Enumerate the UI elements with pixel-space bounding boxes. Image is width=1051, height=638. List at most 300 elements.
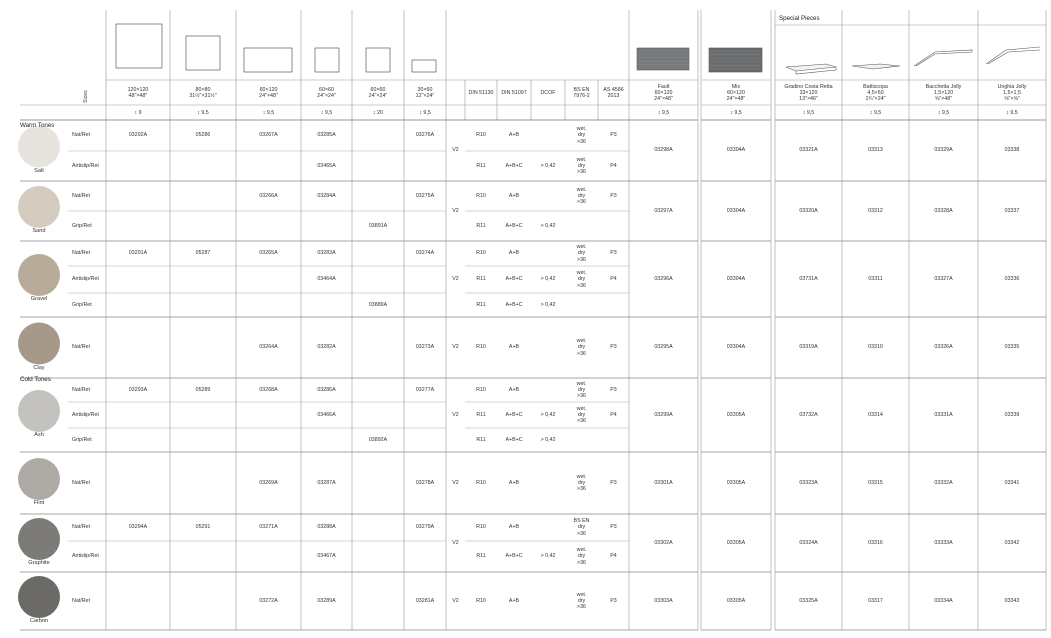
dcof-value-line: > 0,42 bbox=[540, 436, 556, 443]
as-4586-value bbox=[598, 598, 629, 604]
dcof-value-line: > 0,42 bbox=[540, 162, 556, 169]
fault-code bbox=[629, 147, 698, 153]
bs-en-value-line: dry bbox=[577, 192, 586, 199]
product-code-line: 03266A bbox=[259, 192, 278, 199]
din-51097-line: A+B bbox=[508, 192, 520, 199]
din-51130 bbox=[465, 524, 497, 530]
unghia-drawing bbox=[986, 47, 1040, 64]
bs-en-value-line: dry bbox=[577, 524, 586, 531]
mix-code bbox=[701, 147, 771, 153]
product-code-line: 03892A bbox=[368, 436, 388, 443]
bs-en-value-line: dry bbox=[577, 250, 586, 257]
din-51097 bbox=[497, 344, 531, 350]
bs-en-value-line: dry bbox=[577, 553, 586, 560]
col-header-cmix-line: Mix bbox=[731, 83, 741, 90]
din-51130-line: R10 bbox=[476, 524, 486, 531]
dcof-value-line: > 0,42 bbox=[540, 222, 556, 229]
bacchetta-code-line: 03328A bbox=[934, 207, 953, 214]
bs-en-value-line: wet. bbox=[576, 126, 587, 133]
col-header-c120-line: 48"×48" bbox=[128, 92, 148, 99]
din-51130-line: R10 bbox=[476, 344, 486, 351]
product-code-line: 03278A bbox=[415, 479, 435, 486]
bacchetta-code bbox=[909, 344, 978, 350]
unghia-code bbox=[978, 208, 1046, 214]
color-swatch-graphite bbox=[18, 518, 60, 560]
dcof-value bbox=[531, 437, 565, 443]
bs-en-value-line: >36 bbox=[577, 169, 586, 176]
battiscopa-code-line: 03316 bbox=[868, 539, 883, 546]
din-51130-line: R10 bbox=[476, 192, 486, 199]
product-code-line: 03268A bbox=[259, 386, 278, 393]
fault-code-line: 03303A bbox=[654, 597, 673, 604]
product-code bbox=[404, 387, 446, 393]
gradino-code-line: 03319A bbox=[799, 344, 818, 351]
din-51097-line: A+B+C bbox=[505, 222, 523, 229]
thickness-c3060 bbox=[404, 110, 446, 116]
as-4586-value bbox=[598, 412, 629, 418]
product-code bbox=[170, 132, 236, 138]
thickness-cbatt-line: ↕ 9,5 bbox=[869, 109, 882, 116]
bs-en-value-line: BS EN bbox=[573, 518, 590, 525]
dcof-value-line: > 0,42 bbox=[540, 301, 556, 308]
product-code-line: 03889A bbox=[368, 301, 388, 308]
finish-label-line: Antislip/Ret bbox=[72, 276, 99, 283]
col-header-cbacc-line: ⅝"×48" bbox=[934, 96, 953, 103]
finish-label bbox=[72, 250, 106, 256]
col-header-cbs-line: 7976-2 bbox=[573, 92, 590, 99]
din-51097 bbox=[497, 276, 531, 282]
dcof-value-line: > 0,42 bbox=[540, 276, 556, 283]
bs-en-value-line: wet. bbox=[576, 338, 587, 345]
product-code bbox=[301, 387, 352, 393]
thickness-c120-line: ↕ 9 bbox=[134, 109, 142, 116]
gradino-code bbox=[775, 344, 842, 350]
bs-en-value-line: wet. bbox=[576, 156, 587, 163]
fault-code-line: 03301A bbox=[654, 479, 673, 486]
bs-en-value-line: >36 bbox=[577, 486, 586, 493]
product-code-line: 05291 bbox=[195, 524, 211, 531]
product-code-line: 03294A bbox=[128, 524, 148, 531]
battiscopa-code bbox=[842, 540, 909, 546]
bs-en-value-line: wet. bbox=[576, 405, 587, 412]
mix-code bbox=[701, 412, 771, 418]
bacchetta-code-line: 03334A bbox=[934, 597, 953, 604]
cold-tones-label: Cold Tones bbox=[20, 376, 51, 383]
product-code bbox=[236, 480, 301, 486]
din-51097-line: A+B bbox=[508, 132, 520, 139]
bacchetta-code bbox=[909, 147, 978, 153]
mix-code-line: 03304A bbox=[726, 207, 746, 214]
col-header-cmix-line: 60×120 bbox=[727, 89, 745, 96]
finish-label bbox=[72, 437, 106, 443]
tile-60x60 bbox=[315, 48, 339, 72]
unghia-code bbox=[978, 412, 1046, 418]
product-code bbox=[236, 250, 301, 256]
unghia-code bbox=[978, 480, 1046, 486]
bs-en-value-line: dry bbox=[577, 132, 586, 139]
thickness-cungh-line: ↕ 9,5 bbox=[1006, 109, 1018, 116]
product-code bbox=[236, 387, 301, 393]
thickness-cungh bbox=[978, 110, 1046, 116]
col-header-cbatt bbox=[842, 84, 909, 102]
col-header-cungh-line: 1,5×1,5 bbox=[1003, 89, 1021, 96]
as-4586-value bbox=[598, 163, 629, 169]
col-header-c60120-line: 24"×48" bbox=[259, 92, 278, 99]
tile-60x60-20mm bbox=[366, 48, 390, 72]
as-4586-value-line: P3 bbox=[610, 524, 617, 531]
color-swatch-flint bbox=[18, 458, 60, 500]
dcof-value-line: > 0,42 bbox=[540, 553, 556, 560]
din-51097-line: A+B+C bbox=[505, 553, 523, 560]
product-code bbox=[301, 524, 352, 530]
unghia-code bbox=[978, 147, 1046, 153]
as-4586-value-line: P3 bbox=[610, 597, 617, 604]
din-51097 bbox=[497, 163, 531, 169]
color-swatch-ash bbox=[18, 390, 60, 432]
product-code-line: 03275A bbox=[415, 192, 435, 199]
din-51130-line: R11 bbox=[476, 222, 486, 229]
col-header-cas-line: 2013 bbox=[607, 92, 620, 99]
as-4586-value bbox=[598, 344, 629, 350]
din-51130 bbox=[465, 250, 497, 256]
v-rating bbox=[446, 147, 465, 153]
bs-en-value bbox=[565, 474, 598, 492]
finish-label-line: Grip/Ret bbox=[72, 436, 92, 443]
col-header-c6060b bbox=[352, 87, 404, 99]
product-code-line: 03891A bbox=[368, 222, 388, 229]
product-code-line: 03288A bbox=[317, 524, 336, 531]
col-header-cmix-line: 24"×48" bbox=[726, 96, 746, 103]
din-51097-line: A+B+C bbox=[505, 276, 523, 283]
bs-en-value bbox=[565, 592, 598, 610]
unghia-code-line: 03339 bbox=[1004, 411, 1020, 418]
thickness-c60120 bbox=[236, 110, 301, 116]
col-header-c80-line: 80×80 bbox=[195, 86, 211, 93]
product-code-line: 03284A bbox=[317, 192, 336, 199]
mix-code bbox=[701, 598, 771, 604]
product-code bbox=[170, 387, 236, 393]
as-4586-value-line: P3 bbox=[610, 479, 617, 486]
product-code-line: 03283A bbox=[317, 250, 336, 257]
unghia-code-line: 03335 bbox=[1004, 344, 1020, 351]
thickness-c6060b bbox=[352, 110, 404, 116]
din-51130-line: R10 bbox=[476, 386, 486, 393]
product-code bbox=[106, 387, 170, 393]
col-header-c3060-line: 30×60 bbox=[417, 86, 433, 93]
bs-en-value-line: dry bbox=[577, 386, 586, 393]
mix-code-line: 03305A bbox=[726, 479, 746, 486]
din-51097 bbox=[497, 250, 531, 256]
unghia-code-line: 03343 bbox=[1004, 597, 1020, 604]
thickness-cbacc bbox=[909, 110, 978, 116]
col-header-cungh-line: ⅝"×⅝" bbox=[1004, 96, 1020, 103]
tile-80x80 bbox=[186, 36, 220, 70]
col-header-cbatt-line: 1¾"×24" bbox=[865, 96, 886, 103]
col-header-c3060-line: 12"×24" bbox=[415, 92, 435, 99]
as-4586-value bbox=[598, 276, 629, 282]
col-header-cgrad bbox=[775, 84, 842, 102]
finish-label-line: Antislip/Ret bbox=[72, 553, 99, 560]
product-code bbox=[236, 132, 301, 138]
bacchetta-code bbox=[909, 598, 978, 604]
product-code-line: 03274A bbox=[415, 250, 435, 257]
col-header-cfault-line: Fault bbox=[657, 83, 670, 90]
col-header-cgrad-line: 33×120 bbox=[799, 89, 818, 96]
bs-en-value-line: dry bbox=[577, 276, 586, 283]
din-51130-line: R11 bbox=[476, 276, 486, 283]
gradino-code-line: 03321A bbox=[799, 147, 818, 154]
col-header-c6060b-line: 60×60 bbox=[370, 86, 386, 93]
din-51130 bbox=[465, 302, 497, 308]
din-51097 bbox=[497, 302, 531, 308]
bacchetta-code bbox=[909, 276, 978, 282]
v-rating-line: V2 bbox=[452, 411, 459, 418]
finish-label bbox=[72, 163, 106, 169]
finish-label-line: Antislip/Ret bbox=[72, 411, 99, 418]
product-code-line: 05286 bbox=[195, 132, 211, 139]
mix-code-line: 03305A bbox=[726, 411, 746, 418]
fault-code bbox=[629, 598, 698, 604]
col-header-cfault-line: 60×120 bbox=[654, 89, 673, 96]
as-4586-value-line: P4 bbox=[610, 411, 617, 418]
tile-30x60 bbox=[412, 60, 436, 72]
unghia-code bbox=[978, 344, 1046, 350]
fault-code-line: 03296A bbox=[654, 275, 673, 282]
thickness-c3060-line: ↕ 9,5 bbox=[419, 109, 431, 116]
product-code-line: 03282A bbox=[317, 344, 336, 351]
col-header-c6060-line: 24"×24" bbox=[317, 92, 336, 99]
bacchetta-code bbox=[909, 412, 978, 418]
product-code-line: 03265A bbox=[259, 250, 278, 257]
product-code bbox=[301, 132, 352, 138]
thickness-cmix bbox=[701, 110, 771, 116]
mix-code-line: 03304A bbox=[726, 275, 746, 282]
col-header-cdin2 bbox=[497, 90, 531, 96]
as-4586-value bbox=[598, 387, 629, 393]
dcof-value bbox=[531, 412, 565, 418]
fault-code bbox=[629, 276, 698, 282]
battiscopa-code-line: 03311 bbox=[868, 275, 883, 282]
col-header-cfault bbox=[629, 84, 698, 102]
finish-label bbox=[72, 302, 106, 308]
col-header-c6060 bbox=[301, 87, 352, 99]
din-51130-line: R11 bbox=[476, 553, 486, 560]
product-code-line: 03289A bbox=[317, 597, 336, 604]
col-header-c120-line: 120×120 bbox=[127, 86, 149, 93]
gradino-code-line: 03323A bbox=[799, 479, 818, 486]
din-51130-line: R10 bbox=[476, 250, 486, 257]
product-code bbox=[236, 344, 301, 350]
color-swatch-gravel bbox=[18, 254, 60, 296]
din-51097-line: A+B+C bbox=[505, 162, 523, 169]
din-51130 bbox=[465, 412, 497, 418]
special-pieces-label: Special Pieces bbox=[779, 15, 820, 22]
v-rating bbox=[446, 540, 465, 546]
unghia-code-line: 03341 bbox=[1004, 479, 1020, 486]
color-name: Ash bbox=[34, 432, 44, 438]
bacchetta-code-line: 03327A bbox=[934, 275, 953, 282]
fault-code bbox=[629, 208, 698, 214]
as-4586-value-line: P3 bbox=[610, 250, 617, 257]
din-51097-line: A+B bbox=[508, 386, 520, 393]
col-header-cas bbox=[598, 87, 629, 99]
as-4586-value-line: P3 bbox=[610, 192, 617, 199]
bs-en-value-line: >36 bbox=[577, 138, 586, 145]
product-code-line: 03467A bbox=[317, 553, 336, 560]
col-header-cbacc bbox=[909, 84, 978, 102]
col-header-cbacc-line: Bacchetta Jolly bbox=[925, 83, 962, 90]
product-code bbox=[236, 598, 301, 604]
product-code-line: 03287A bbox=[317, 479, 336, 486]
gradino-drawing bbox=[786, 64, 836, 71]
v-rating bbox=[446, 598, 465, 604]
product-code-line: 03466A bbox=[317, 411, 336, 418]
product-code-line: 03271A bbox=[259, 524, 278, 531]
bs-en-value-line: dry bbox=[577, 344, 586, 351]
color-name: Sand bbox=[32, 228, 46, 234]
din-51097-line: A+B+C bbox=[505, 436, 523, 443]
product-code bbox=[301, 193, 352, 199]
dcof-value bbox=[531, 223, 565, 229]
col-header-c3060 bbox=[404, 87, 446, 99]
bs-en-value-line: wet. bbox=[576, 380, 587, 387]
product-code-line: 03273A bbox=[415, 344, 435, 351]
bacchetta-code bbox=[909, 208, 978, 214]
bacchetta-code-line: 03332A bbox=[934, 479, 953, 486]
bs-en-value-line: >36 bbox=[577, 530, 586, 537]
battiscopa-code bbox=[842, 480, 909, 486]
bs-en-value-line: wet. bbox=[576, 591, 587, 598]
color-name: Carbon bbox=[29, 618, 49, 624]
din-51097 bbox=[497, 480, 531, 486]
din-51097-line: A+B bbox=[508, 524, 520, 531]
finish-label bbox=[72, 387, 106, 393]
as-4586-value bbox=[598, 250, 629, 256]
product-code bbox=[352, 223, 404, 229]
bs-en-value bbox=[565, 244, 598, 262]
fault-code-line: 03302A bbox=[654, 539, 673, 546]
finish-label bbox=[72, 598, 106, 604]
thickness-c80-line: ↕ 9,5 bbox=[197, 109, 209, 116]
as-4586-value bbox=[598, 553, 629, 559]
battiscopa-code-line: 03317 bbox=[868, 597, 883, 604]
din-51130-line: R10 bbox=[476, 479, 486, 486]
product-code bbox=[352, 302, 404, 308]
din-51097 bbox=[497, 524, 531, 530]
din-51130 bbox=[465, 193, 497, 199]
product-code bbox=[106, 524, 170, 530]
col-header-cbs bbox=[565, 87, 598, 99]
thickness-cfault-line: ↕ 9,5 bbox=[657, 109, 670, 116]
product-code bbox=[106, 250, 170, 256]
thickness-cgrad-line: ↕ 9,5 bbox=[802, 109, 815, 116]
product-code bbox=[301, 598, 352, 604]
din-51130 bbox=[465, 387, 497, 393]
bs-en-value bbox=[565, 338, 598, 356]
v-rating-line: V2 bbox=[452, 597, 459, 604]
col-header-c60120-line: 60×120 bbox=[259, 86, 278, 93]
bs-en-value-line: dry bbox=[577, 411, 586, 418]
bs-en-value-line: wet. bbox=[576, 547, 587, 554]
color-swatch-sand bbox=[18, 186, 60, 228]
product-code bbox=[301, 250, 352, 256]
col-header-cdin1 bbox=[465, 90, 497, 96]
finish-label-line: Grip/Ret bbox=[72, 222, 92, 229]
gradino-code-line: 03320A bbox=[799, 207, 818, 214]
din-51130-line: R11 bbox=[476, 162, 486, 169]
fault-code-line: 03298A bbox=[654, 147, 673, 154]
finish-label bbox=[72, 132, 106, 138]
v-rating bbox=[446, 480, 465, 486]
fault-code bbox=[629, 412, 698, 418]
bs-en-value bbox=[565, 518, 598, 536]
bs-en-value-line: dry bbox=[577, 479, 586, 486]
as-4586-value-line: P4 bbox=[610, 276, 617, 283]
bs-en-value-line: >36 bbox=[577, 256, 586, 263]
thickness-cbacc-line: ↕ 9,5 bbox=[937, 109, 950, 116]
din-51097-line: A+B+C bbox=[505, 411, 523, 418]
mix-code bbox=[701, 344, 771, 350]
din-51097 bbox=[497, 387, 531, 393]
bs-en-value-line: >36 bbox=[577, 418, 586, 425]
thickness-cbatt bbox=[842, 110, 909, 116]
col-header-cdin1-line: DIN 51130 bbox=[468, 89, 494, 96]
col-header-cdcof-line: DCOF bbox=[540, 89, 556, 96]
gradino-code bbox=[775, 540, 842, 546]
din-51130 bbox=[465, 437, 497, 443]
col-header-cbatt-line: 4,5×60 bbox=[867, 89, 884, 96]
bs-en-value-line: wet. bbox=[576, 186, 587, 193]
color-swatch-clay bbox=[18, 323, 60, 365]
din-51130-line: R11 bbox=[476, 436, 486, 443]
bs-en-value-line: dry bbox=[577, 162, 586, 169]
v-rating-line: V2 bbox=[452, 539, 459, 546]
fault-code bbox=[629, 344, 698, 350]
unghia-code bbox=[978, 276, 1046, 282]
product-code bbox=[404, 132, 446, 138]
bs-en-value-line: wet. bbox=[576, 244, 587, 251]
as-4586-value-line: P3 bbox=[610, 386, 617, 393]
col-header-cfault-line: 24"×48" bbox=[654, 96, 673, 103]
color-name: Clay bbox=[33, 364, 45, 371]
finish-label bbox=[72, 524, 106, 530]
bacchetta-code-line: 03326A bbox=[934, 344, 953, 351]
mix-code-line: 03305A bbox=[726, 597, 746, 604]
col-header-c6060b-line: 24"×24" bbox=[368, 92, 388, 99]
battiscopa-code-line: 03314 bbox=[868, 411, 883, 418]
battiscopa-code bbox=[842, 598, 909, 604]
bs-en-value bbox=[565, 547, 598, 565]
product-code-line: 03281A bbox=[415, 597, 435, 604]
finish-label-line: Nat/Ret bbox=[72, 524, 90, 531]
col-header-cbacc-line: 1,5×120 bbox=[933, 89, 954, 96]
dcof-value bbox=[531, 302, 565, 308]
col-header-c60120 bbox=[236, 87, 301, 99]
din-51130-line: R10 bbox=[476, 597, 486, 604]
finish-label-line: Antislip/Ret bbox=[72, 162, 99, 169]
product-code-line: 05289 bbox=[195, 386, 211, 393]
battiscopa-code bbox=[842, 208, 909, 214]
gradino-code bbox=[775, 147, 842, 153]
product-code-line: 03279A bbox=[415, 524, 435, 531]
din-51097-line: A+B bbox=[508, 479, 520, 486]
finish-label-line: Nat/Ret bbox=[72, 597, 90, 604]
bs-en-value-line: >36 bbox=[577, 282, 586, 289]
product-code-line: 03277A bbox=[415, 386, 435, 393]
col-header-c120 bbox=[106, 87, 170, 99]
din-51097 bbox=[497, 193, 531, 199]
product-code bbox=[236, 193, 301, 199]
